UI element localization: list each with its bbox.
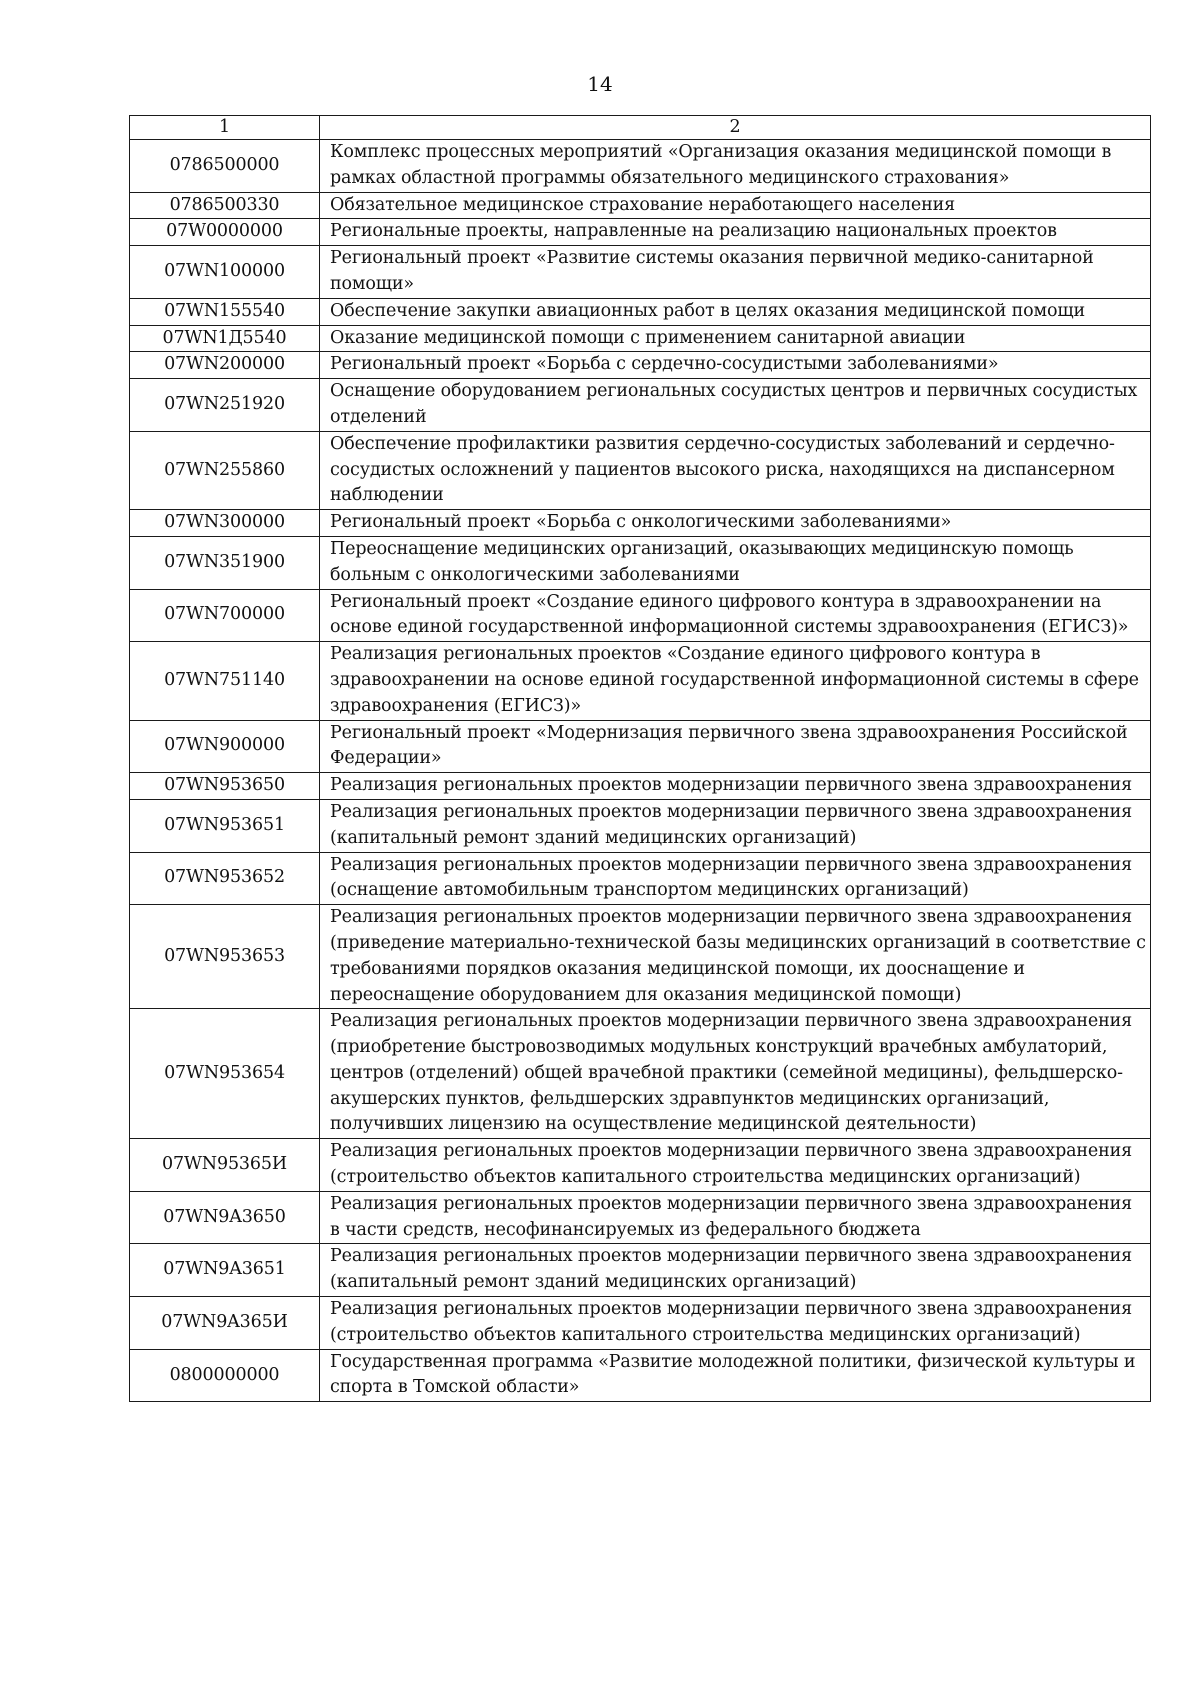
table-row — [130, 799, 1151, 852]
row-description: Реализация региональных проектов модернизации первичного звена здравоохранения (приведение материально-технической базы медицинских организаций в соответствие с требованиями порядков оказания медицинской помощи, их дооснащение и переоснащение оборудованием для оказания медицинской помощи) — [320, 905, 1151, 1009]
table-row — [130, 1139, 1151, 1192]
row-code: 07WN351900 — [130, 536, 320, 589]
table-row — [130, 1297, 1151, 1350]
table-row — [130, 219, 1151, 246]
row-description: Обязательное медицинское страхование неработающего населения — [320, 192, 1151, 219]
table-row — [130, 852, 1151, 905]
row-code: 07WN9A3651 — [130, 1244, 320, 1297]
row-code: 07WN255860 — [130, 431, 320, 509]
table-row — [130, 642, 1151, 720]
row-code: 07WN100000 — [130, 246, 320, 299]
table-row — [130, 1191, 1151, 1244]
table-header-row — [130, 116, 1151, 140]
table-row — [130, 905, 1151, 1009]
row-code: 07WN155540 — [130, 298, 320, 325]
table-row — [130, 773, 1151, 800]
row-description: Оказание медицинской помощи с применением санитарной авиации — [320, 325, 1151, 352]
column-header-code: 1 — [130, 116, 320, 140]
row-description: Реализация региональных проектов модернизации первичного звена здравоохранения (строительство объектов капитального строительства медицинских организаций) — [320, 1139, 1151, 1192]
row-code: 07WN9A3650 — [130, 1191, 320, 1244]
budget-classification-table — [129, 115, 1151, 1402]
row-code: 07WN300000 — [130, 510, 320, 537]
table-row — [130, 352, 1151, 379]
table-row — [130, 192, 1151, 219]
table-row — [130, 1349, 1151, 1402]
row-description: Реализация региональных проектов модернизации первичного звена здравоохранения (капитальный ремонт зданий медицинских организаций) — [320, 799, 1151, 852]
row-description: Оснащение оборудованием региональных сосудистых центров и первичных сосудистых отделений — [320, 379, 1151, 432]
table-row — [130, 1244, 1151, 1297]
row-code: 07WN953654 — [130, 1009, 320, 1139]
row-code: 0786500000 — [130, 140, 320, 193]
row-description: Реализация региональных проектов «Создание единого цифрового контура в здравоохранении на основе единой государственной информационной системы в сфере здравоохранения (ЕГИСЗ)» — [320, 642, 1151, 720]
row-code: 07WN953652 — [130, 852, 320, 905]
row-description: Обеспечение закупки авиационных работ в целях оказания медицинской помощи — [320, 298, 1151, 325]
table-row — [130, 140, 1151, 193]
table-row — [130, 1009, 1151, 1139]
table-row — [130, 298, 1151, 325]
row-code: 07WN200000 — [130, 352, 320, 379]
row-description: Региональный проект «Борьба с онкологическими заболеваниями» — [320, 510, 1151, 537]
row-description: Региональные проекты, направленные на реализацию национальных проектов — [320, 219, 1151, 246]
table-row — [130, 325, 1151, 352]
row-description: Реализация региональных проектов модернизации первичного звена здравоохранения (строительство объектов капитального строительства медицинских организаций) — [320, 1297, 1151, 1350]
row-code: 07WN900000 — [130, 720, 320, 773]
row-code: 07WN953651 — [130, 799, 320, 852]
table-row — [130, 589, 1151, 642]
row-description: Реализация региональных проектов модернизации первичного звена здравоохранения (капитальный ремонт зданий медицинских организаций) — [320, 1244, 1151, 1297]
row-code: 07WN751140 — [130, 642, 320, 720]
row-code: 07WN953650 — [130, 773, 320, 800]
row-description: Государственная программа «Развитие молодежной политики, физической культуры и спорта в Томской области» — [320, 1349, 1151, 1402]
row-description: Региональный проект «Создание единого цифрового контура в здравоохранении на основе единой государственной информационной системы здравоохранения (ЕГИСЗ)» — [320, 589, 1151, 642]
row-description: Региональный проект «Борьба с сердечно-сосудистыми заболеваниями» — [320, 352, 1151, 379]
row-code: 0800000000 — [130, 1349, 320, 1402]
column-header-name: 2 — [320, 116, 1151, 140]
row-code: 07WN953653 — [130, 905, 320, 1009]
table-row — [130, 510, 1151, 537]
row-code: 07WN700000 — [130, 589, 320, 642]
row-code: 07WN1Д5540 — [130, 325, 320, 352]
row-description: Реализация региональных проектов модернизации первичного звена здравоохранения в части средств, несофинансируемых из федерального бюджета — [320, 1191, 1151, 1244]
row-code: 07WN9A365И — [130, 1297, 320, 1350]
row-description: Переоснащение медицинских организаций, оказывающих медицинскую помощь больным с онкологическими заболеваниями — [320, 536, 1151, 589]
page-number: 14 — [587, 72, 613, 96]
row-description: Реализация региональных проектов модернизации первичного звена здравоохранения (приобретение быстровозводимых модульных конструкций врачебных амбулаторий, центров (отделений) общей врачебной практики (семейной медицины), фельдшерско-акушерских пунктов, фельдшерских здравпунктов медицинских организаций, получивших лицензию на осуществление медицинской деятельности) — [320, 1009, 1151, 1139]
row-code: 07WN251920 — [130, 379, 320, 432]
row-description: Реализация региональных проектов модернизации первичного звена здравоохранения (оснащение автомобильным транспортом медицинских организаций) — [320, 852, 1151, 905]
table-row — [130, 431, 1151, 509]
row-code: 0786500330 — [130, 192, 320, 219]
row-description: Реализация региональных проектов модернизации первичного звена здравоохранения — [320, 773, 1151, 800]
row-description: Обеспечение профилактики развития сердечно-сосудистых заболеваний и сердечно-сосудистых осложнений у пациентов высокого риска, находящихся на диспансерном наблюдении — [320, 431, 1151, 509]
table-row — [130, 379, 1151, 432]
row-description: Региональный проект «Модернизация первичного звена здравоохранения Российской Федерации» — [320, 720, 1151, 773]
table-row — [130, 536, 1151, 589]
table-row — [130, 720, 1151, 773]
row-description: Комплекс процессных мероприятий «Организация оказания медицинской помощи в рамках областной программы обязательного медицинского страхования» — [320, 140, 1151, 193]
row-code: 07W0000000 — [130, 219, 320, 246]
row-code: 07WN95365И — [130, 1139, 320, 1192]
table-row — [130, 246, 1151, 299]
row-description: Региональный проект «Развитие системы оказания первичной медико-санитарной помощи» — [320, 246, 1151, 299]
